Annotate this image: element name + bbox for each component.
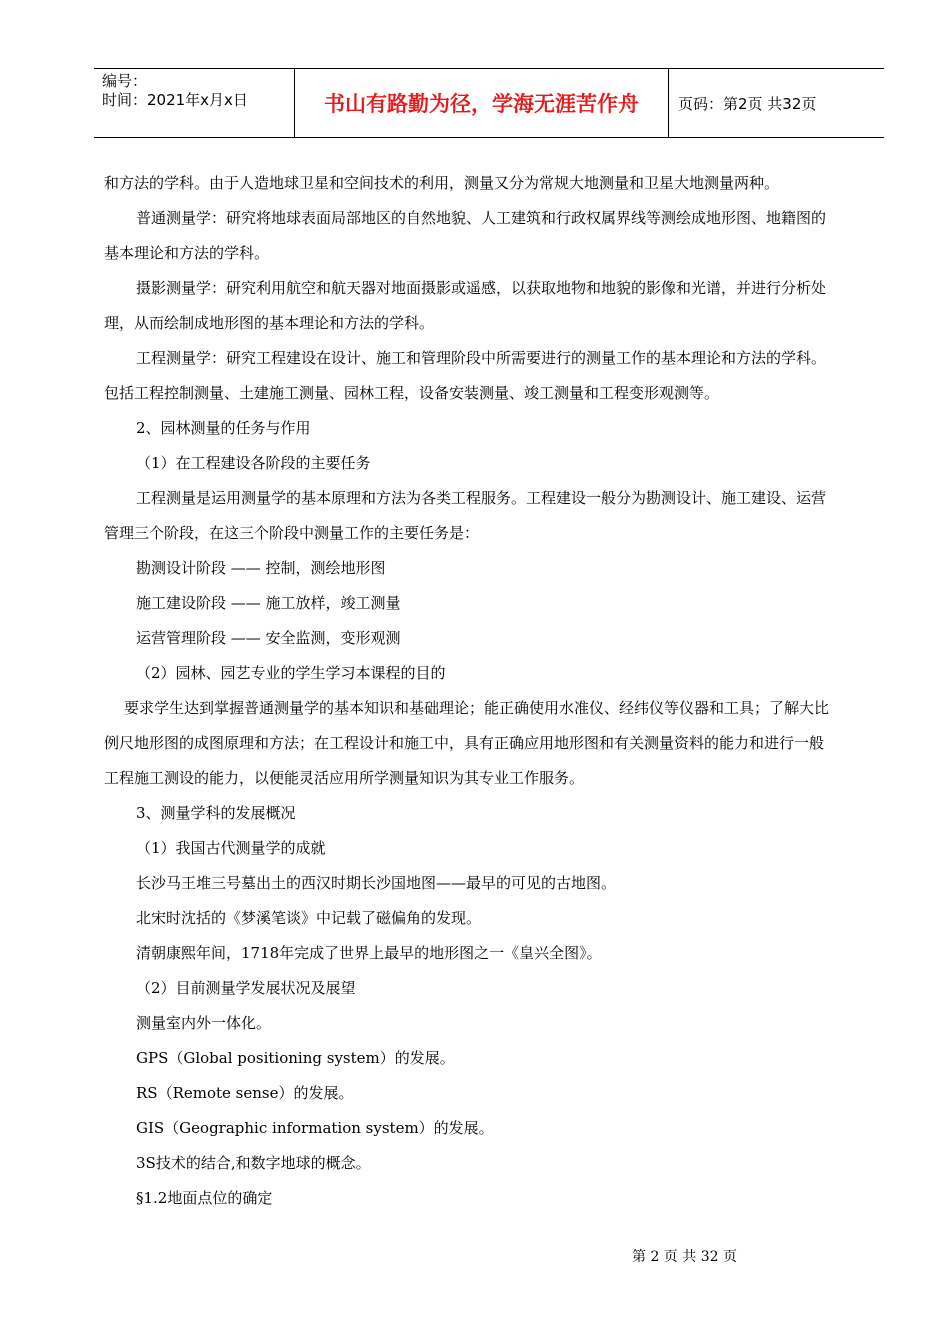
paragraph-line: 工程测量学：研究工程建设在设计、施工和管理阶段中所需要进行的测量工作的基本理论和方法的学科。 [136,349,827,367]
paragraph-line: 例尺地形图的成图原理和方法；在工程设计和施工中，具有正确应用地形图和有关测量资料的能力和进行一般 [104,734,825,752]
paragraph-line: GIS（Geographic information system）的发展。 [136,1119,494,1137]
header-page-info: 页码：第2页 共32页 [678,94,817,113]
paragraph-line: GPS（Global positioning system）的发展。 [136,1049,455,1067]
document-body [104,166,876,1216]
subsection-heading: （1）在工程建设各阶段的主要任务 [136,454,371,472]
paragraph-line: 基本理论和方法的学科。 [104,244,270,262]
paragraph-line: 3S技术的结合,和数字地球的概念。 [136,1154,371,1172]
paragraph-line: 测量室内外一体化。 [136,1014,272,1032]
paragraph-line: 工程施工测设的能力，以便能灵活应用所学测量知识为其专业工作服务。 [104,769,585,787]
list-item: 施工建设阶段 —— 施工放样，竣工测量 [136,594,401,612]
header-motto: 书山有路勤为径，学海无涯苦作舟 [324,92,639,116]
paragraph-line: 清朝康熙年间，1718年完成了世界上最早的地形图之一《皇兴全图》。 [136,944,602,962]
list-item: 勘测设计阶段 —— 控制，测绘地形图 [136,559,386,577]
document-number-label: 编号： [102,72,148,90]
page-footer: 第 2 页 共 32 页 [632,1249,737,1265]
paragraph-line: 要求学生达到掌握普通测量学的基本知识和基础理论；能正确使用水准仪、经纬仪等仪器和工具；了解大比 [124,699,830,717]
paragraph-line: 理，从而绘制成地形图的基本理论和方法的学科。 [104,314,435,332]
section-heading: 3、测量学科的发展概况 [136,804,296,822]
document-time-label: 时间：2021年x月x日 [102,91,248,109]
paragraph-line: 普通测量学：研究将地球表面局部地区的自然地貌、人工建筑和行政权属界线等测绘成地形图、地籍图的 [136,209,827,227]
paragraph-line: RS（Remote sense）的发展。 [136,1084,354,1102]
paragraph-line: 工程测量是运用测量学的基本原理和方法为各类工程服务。工程建设一般分为勘测设计、施工建设、运营 [136,489,827,507]
header-middle-cell [294,69,669,137]
paragraph-line: 长沙马王堆三号墓出土的西汉时期长沙国地图——最早的可见的古地图。 [136,874,617,892]
paragraph-line: 管理三个阶段，在这三个阶段中测量工作的主要任务是： [104,524,480,542]
subsection-heading: （2）园林、园艺专业的学生学习本课程的目的 [136,664,446,682]
header-right-cell [668,69,884,137]
paragraph-line: 和方法的学科。由于人造地球卫星和空间技术的利用，测量又分为常规大地测量和卫星大地测量两种。 [104,174,780,192]
header-left-cell [94,69,294,137]
paragraph-line: 包括工程控制测量、土建施工测量、园林工程，设备安装测量、竣工测量和工程变形观测等。 [104,384,720,402]
page-header [94,68,884,138]
list-item: 运营管理阶段 —— 安全监测，变形观测 [136,629,401,647]
paragraph-line: 摄影测量学：研究利用航空和航天器对地面摄影或遥感，以获取地物和地貌的影像和光谱，并进行分析处 [136,279,827,297]
subsection-heading: （2）目前测量学发展状况及展望 [136,979,356,997]
section-heading: §1.2地面点位的确定 [136,1189,273,1207]
paragraph-line: 北宋时沈括的《梦溪笔谈》中记载了磁偏角的发现。 [136,909,482,927]
subsection-heading: （1）我国古代测量学的成就 [136,839,326,857]
section-heading: 2、园林测量的任务与作用 [136,419,311,437]
